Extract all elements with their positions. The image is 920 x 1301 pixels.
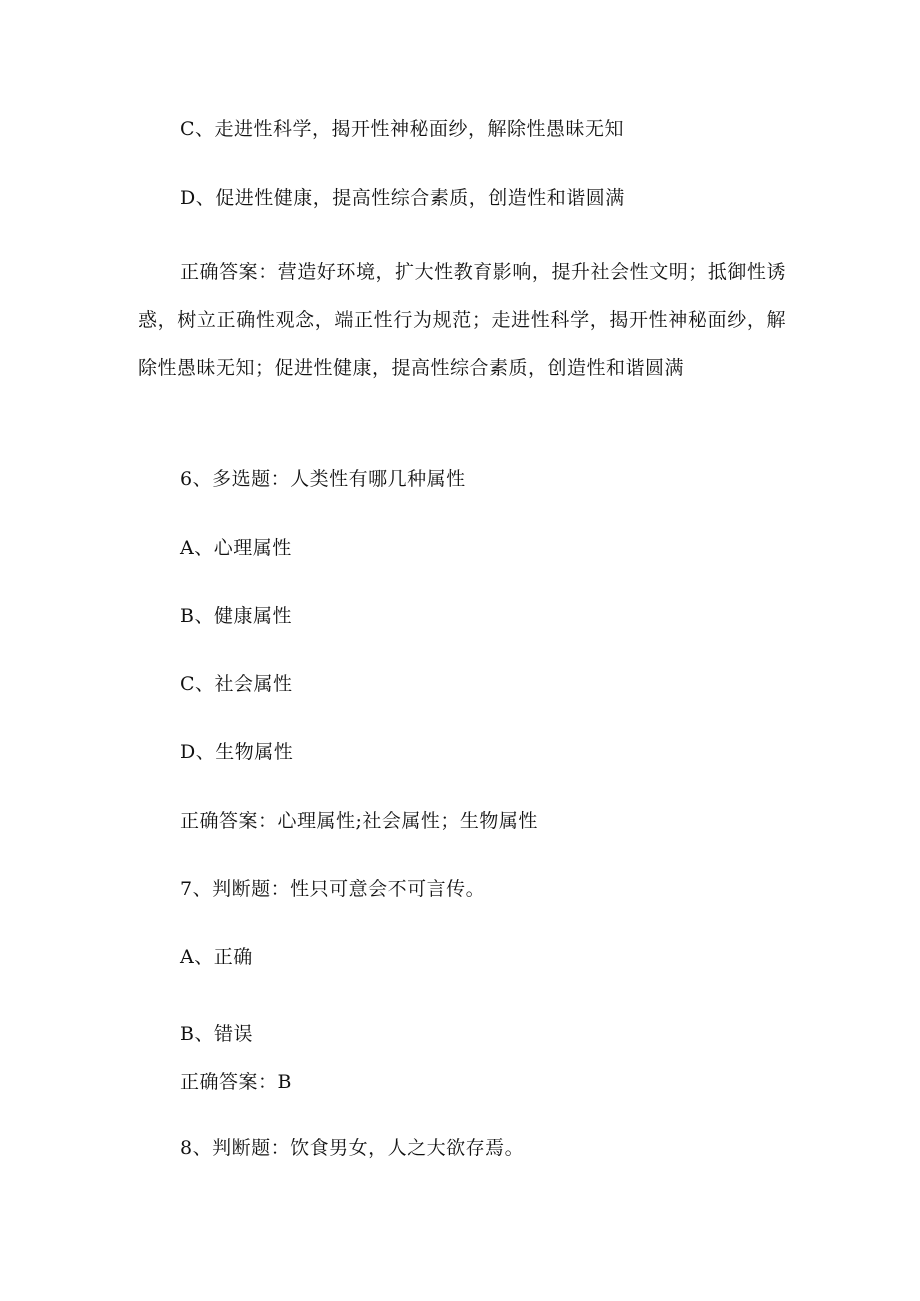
- option-c-prev: C、走进性科学，揭开性神秘面纱，解除性愚昧无知: [180, 118, 625, 140]
- option-d-prev: D、促进性健康，提高性综合素质，创造性和谐圆满: [180, 187, 625, 209]
- answer-prev: 正确答案：营造好环境，扩大性教育影响，提升社会性文明；抵御性诱惑，树立正确性观念，端正性行为规范；走进性科学，揭开性神秘面纱，解除性愚昧无知；促进性健康，提高性综合素质，创造性和谐圆满: [138, 261, 786, 379]
- q7-answer: 正确答案：B: [180, 1071, 292, 1093]
- question-8: 8、判断题：饮食男女，人之大欲存焉。: [180, 1137, 525, 1159]
- q7-option-a: A、正确: [180, 946, 253, 968]
- q7-option-b: B、错误: [180, 1023, 253, 1045]
- question-6: 6、多选题：人类性有哪几种属性: [180, 468, 466, 490]
- question-7: 7、判断题：性只可意会不可言传。: [180, 878, 486, 900]
- q6-answer: 正确答案：心理属性;社会属性；生物属性: [180, 810, 538, 832]
- q6-option-d: D、生物属性: [180, 741, 294, 763]
- q6-option-b: B、健康属性: [180, 605, 292, 627]
- q6-option-c: C、社会属性: [180, 673, 293, 695]
- q6-option-a: A、心理属性: [180, 537, 292, 559]
